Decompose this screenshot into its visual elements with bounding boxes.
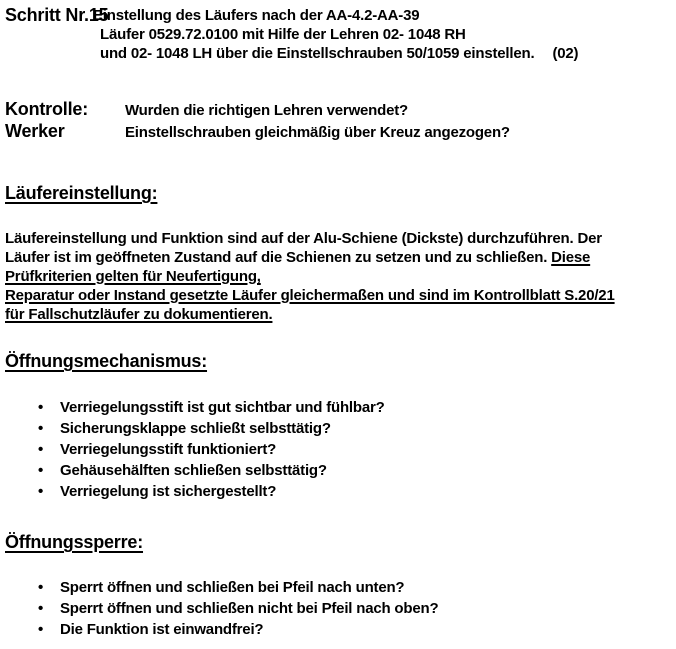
bullet-icon: • bbox=[38, 462, 44, 479]
list-item-text: Die Funktion ist einwandfrei? bbox=[60, 621, 264, 638]
list-item-text: Sicherungsklappe schließt selbsttätig? bbox=[60, 420, 331, 437]
laeufereinstellung-paragraph bbox=[5, 229, 672, 324]
plain-text: Läufereinstellung und Funktion sind auf der Alu-Schiene (Dickste) durchzuführen. Der bbox=[5, 230, 602, 247]
list-item bbox=[5, 418, 672, 439]
step-header bbox=[5, 6, 672, 63]
underlined-text: Diese bbox=[551, 249, 591, 266]
step-description-line bbox=[100, 44, 578, 63]
step-description-text: und 02- 1048 LH über die Einstellschrauben 50/1059 einstellen. bbox=[100, 45, 535, 62]
bullet-icon: • bbox=[38, 579, 44, 596]
bullet-icon: • bbox=[38, 441, 44, 458]
bullet-icon: • bbox=[38, 399, 44, 416]
underlined-text: für Fallschutzläufer zu dokumentieren. bbox=[5, 306, 273, 323]
list-item bbox=[5, 577, 672, 598]
section-heading-oeffnungssperre: Öffnungssperre: bbox=[5, 532, 144, 552]
kontrolle-question: Wurden die richtigen Lehren verwendet? bbox=[125, 102, 409, 119]
list-item-text: Verriegelungsstift funktioniert? bbox=[60, 441, 277, 458]
underlined-text: Prüfkriterien gelten für Neufertigung, bbox=[5, 268, 261, 285]
step-description bbox=[93, 6, 578, 63]
section-heading-oeffnungsmechanismus: Öffnungsmechanismus: bbox=[5, 351, 208, 371]
list-item-text: Gehäusehälften schließen selbsttätig? bbox=[60, 462, 327, 479]
list-item bbox=[5, 439, 672, 460]
underlined-text: Reparatur oder Instand gesetzte Läufer gleichermaßen und sind im Kontrollblatt S.20/21 bbox=[5, 287, 615, 304]
section-heading-laeufereinstellung: Läufereinstellung: bbox=[5, 183, 158, 203]
bullet-icon: • bbox=[38, 600, 44, 617]
list-item bbox=[5, 460, 672, 481]
paragraph-line bbox=[5, 267, 672, 286]
paragraph-line bbox=[5, 305, 672, 324]
paragraph-line bbox=[5, 229, 672, 248]
werker-question: Einstellschrauben gleichmäßig über Kreuz angezogen? bbox=[125, 124, 510, 141]
bullet-icon: • bbox=[38, 483, 44, 500]
bullet-icon: • bbox=[38, 621, 44, 638]
oeffnungsmechanismus-list bbox=[5, 397, 672, 502]
list-item bbox=[5, 598, 672, 619]
step-description-line: Einstellung des Läufers nach der AA-4.2-AA-39 bbox=[93, 7, 420, 24]
werker-label: Werker bbox=[5, 121, 65, 141]
list-item-text: Verriegelung ist sichergestellt? bbox=[60, 483, 277, 500]
oeffnungssperre-list bbox=[5, 577, 672, 640]
control-row bbox=[5, 121, 672, 143]
step-number-label: Schritt Nr.15 bbox=[5, 5, 109, 25]
plain-text: Läufer ist im geöffneten Zustand auf die Schienen zu setzen und zu schließen. bbox=[5, 249, 552, 266]
list-item bbox=[5, 397, 672, 418]
kontrolle-label: Kontrolle: bbox=[5, 99, 88, 119]
step-description-line: Läufer 0529.72.0100 mit Hilfe der Lehren 02- 1048 RH bbox=[100, 26, 466, 43]
list-item bbox=[5, 619, 672, 640]
paragraph-line bbox=[5, 286, 672, 305]
bullet-icon: • bbox=[38, 420, 44, 437]
control-row bbox=[5, 99, 672, 121]
list-item-text: Sperrt öffnen und schließen bei Pfeil nach unten? bbox=[60, 579, 405, 596]
list-item-text: Sperrt öffnen und schließen nicht bei Pfeil nach oben? bbox=[60, 600, 439, 617]
revision-number: (02) bbox=[552, 45, 579, 62]
list-item-text: Verriegelungsstift ist gut sichtbar und fühlbar? bbox=[60, 399, 385, 416]
list-item bbox=[5, 481, 672, 502]
control-block bbox=[5, 99, 672, 143]
paragraph-line bbox=[5, 248, 672, 267]
